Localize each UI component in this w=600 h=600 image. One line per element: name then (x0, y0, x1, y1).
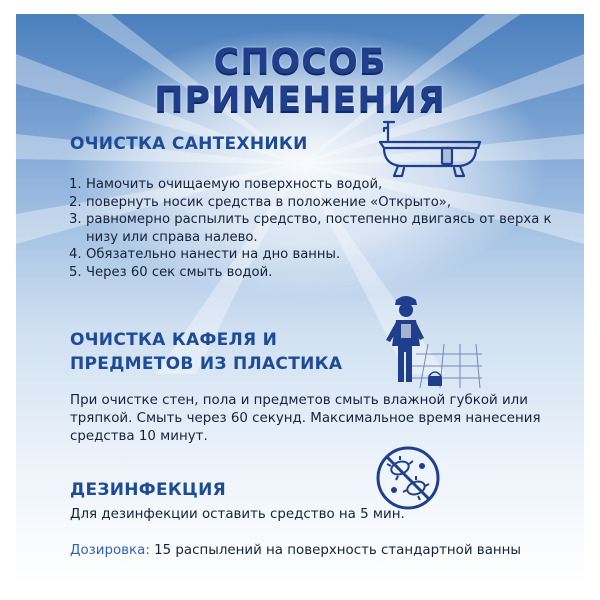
list-item (69, 264, 569, 282)
page-title-line2: ПРИМЕНЕНИЯ (154, 80, 446, 120)
tiles-instructions-text: При очистке стен, пола и предметов смыть влажной губкой или тряпкой. Смыть через 60 секунд. Максимальное время нанесения средства 10 минут. (70, 393, 541, 444)
step-number: 3. (69, 212, 82, 228)
step-number: 2. (69, 194, 82, 210)
page-title-line1: СПОСОБ (213, 42, 387, 82)
step-number: 1. (69, 177, 82, 192)
step-text: Обязательно нанести на дно ванны. (86, 247, 341, 263)
step-text: Через 60 сек смыть водой. (86, 264, 273, 280)
disinfection-text: Для дезинфекции оставить средство на 5 мин. (70, 507, 405, 522)
cleaner-worker-icon (372, 292, 484, 388)
list-item (69, 211, 569, 246)
section-heading-sanitary: ОЧИСТКА САНТЕХНИКИ (70, 134, 308, 154)
step-text: равномерно распылить средство, постепенно двигаясь от верха к низу или справа налево. (86, 212, 552, 245)
section-heading-tiles-line1: ОЧИСТКА КАФЕЛЯ И (70, 330, 278, 350)
section-heading-tiles-line2: ПРЕДМЕТОВ ИЗ ПЛАСТИКА (70, 354, 343, 374)
dosage-label: Дозировка: (70, 543, 150, 558)
step-text: Намочить очищаемую поверхность водой, (86, 177, 383, 192)
step-text: повернуть носик средства в положение «Открыто», (86, 194, 452, 210)
bathtub-icon (376, 118, 486, 184)
section-heading-disinfection: ДЕЗИНФЕКЦИЯ (70, 480, 227, 500)
step-number: 4. (69, 247, 82, 263)
step-number: 5. (69, 264, 82, 280)
list-item (69, 246, 569, 264)
dosage-value: 15 распылений на поверхность стандартной ванны (149, 543, 521, 558)
dosage-text (70, 542, 560, 560)
list-item (69, 176, 569, 194)
sanitary-steps-list (69, 176, 569, 282)
instruction-card (16, 14, 584, 586)
no-germs-icon (374, 444, 442, 512)
list-item (69, 194, 569, 212)
